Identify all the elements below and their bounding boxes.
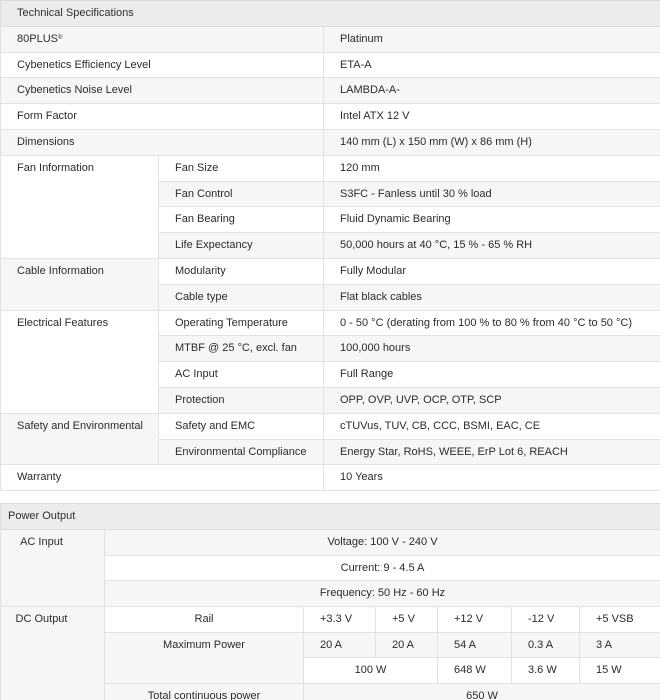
spec-value-noise: LAMBDA-A- — [324, 78, 660, 104]
section-gap — [0, 491, 660, 503]
rail-3v3: +3.3 V — [304, 606, 376, 632]
group-label-electrical: Electrical Features — [1, 310, 159, 413]
dc-output-label: DC Output — [1, 606, 105, 700]
total-power-label: Total continuous power — [105, 683, 304, 700]
ac-input-label: AC Input — [1, 529, 105, 606]
spec-value: 100,000 hours — [324, 336, 660, 362]
spec-label-80plus: 80PLUS® — [1, 26, 324, 52]
spec-value: Fluid Dynamic Bearing — [324, 207, 660, 233]
spec-value-dimensions: 140 mm (L) x 150 mm (W) x 86 mm (H) — [324, 129, 660, 155]
spec-sublabel: Modularity — [159, 258, 324, 284]
spec-sublabel: MTBF @ 25 °C, excl. fan — [159, 336, 324, 362]
spec-value: 0 - 50 °C (derating from 100 % to 80 % from 40 °C to 50 °C) — [324, 310, 660, 336]
spec-label-form-factor: Form Factor — [1, 104, 324, 130]
spec-value: 120 mm — [324, 155, 660, 181]
rail-5vsb: +5 VSB — [580, 606, 660, 632]
spec-sublabel: AC Input — [159, 362, 324, 388]
ac-current: Current: 9 - 4.5 A — [105, 555, 660, 581]
current-5vsb: 3 A — [580, 632, 660, 658]
spec-row-noise — [1, 78, 660, 104]
spec-value: Flat black cables — [324, 284, 660, 310]
spec-row-efficiency — [1, 52, 660, 78]
spec-value: S3FC - Fanless until 30 % load — [324, 181, 660, 207]
current-5v: 20 A — [376, 632, 438, 658]
spec-value: Fully Modular — [324, 258, 660, 284]
spec-value-efficiency: ETA-A — [324, 52, 660, 78]
spec-row-form-factor — [1, 104, 660, 130]
spec-row-dimensions — [1, 129, 660, 155]
spec-value: Full Range — [324, 362, 660, 388]
max-power-label: Maximum Power — [105, 632, 304, 683]
ac-voltage: Voltage: 100 V - 240 V — [105, 529, 660, 555]
spec-value: Energy Star, RoHS, WEEE, ErP Lot 6, REACH — [324, 439, 660, 465]
group-label-fan: Fan Information — [1, 155, 159, 258]
rail-minus-12v: -12 V — [512, 606, 580, 632]
spec-row-operating-temperature — [1, 310, 660, 336]
registered-mark: ® — [57, 34, 63, 41]
power-output-title: Power Output — [1, 504, 660, 530]
spec-row-fan-size — [1, 155, 660, 181]
spec-sublabel: Environmental Compliance — [159, 439, 324, 465]
spec-value-80plus: Platinum — [324, 26, 660, 52]
spec-label-efficiency: Cybenetics Efficiency Level — [1, 52, 324, 78]
ac-frequency: Frequency: 50 Hz - 60 Hz — [105, 581, 660, 607]
watt-3v3-5v: 100 W — [304, 658, 438, 684]
rail-label: Rail — [105, 606, 304, 632]
spec-label-noise: Cybenetics Noise Level — [1, 78, 324, 104]
spec-value-warranty: 10 Years — [324, 465, 660, 491]
total-power-value: 650 W — [304, 683, 660, 700]
spec-sublabel: Life Expectancy — [159, 233, 324, 259]
spec-value: cTUVus, TUV, CB, CCC, BSMI, EAC, CE — [324, 413, 660, 439]
spec-value-form-factor: Intel ATX 12 V — [324, 104, 660, 130]
spec-row-warranty — [1, 465, 660, 491]
current-3v3: 20 A — [304, 632, 376, 658]
rail-12v: +12 V — [438, 606, 512, 632]
watt-minus-12v: 3.6 W — [512, 658, 580, 684]
spec-value: 50,000 hours at 40 °C, 15 % - 65 % RH — [324, 233, 660, 259]
spec-sublabel: Fan Control — [159, 181, 324, 207]
spec-label-dimensions: Dimensions — [1, 129, 324, 155]
spec-sublabel: Fan Size — [159, 155, 324, 181]
current-minus-12v: 0.3 A — [512, 632, 580, 658]
spec-value: OPP, OVP, UVP, OCP, OTP, SCP — [324, 387, 660, 413]
spec-row-safety-emc — [1, 413, 660, 439]
spec-sublabel: Operating Temperature — [159, 310, 324, 336]
ac-voltage-row — [1, 529, 660, 555]
spec-sublabel: Cable type — [159, 284, 324, 310]
spec-sublabel: Safety and EMC — [159, 413, 324, 439]
current-12v: 54 A — [438, 632, 512, 658]
spec-sublabel: Protection — [159, 387, 324, 413]
group-label-safety: Safety and Environmental — [1, 413, 159, 465]
watt-5vsb: 15 W — [580, 658, 660, 684]
watt-12v: 648 W — [438, 658, 512, 684]
technical-specifications-title: Technical Specifications — [1, 1, 660, 27]
spec-row-80plus — [1, 26, 660, 52]
rail-5v: +5 V — [376, 606, 438, 632]
dc-rail-row — [1, 606, 660, 632]
group-label-cable: Cable Information — [1, 258, 159, 310]
spec-sublabel: Fan Bearing — [159, 207, 324, 233]
power-output-table — [0, 503, 660, 700]
spec-label-warranty: Warranty — [1, 465, 324, 491]
spec-row-modularity — [1, 258, 660, 284]
